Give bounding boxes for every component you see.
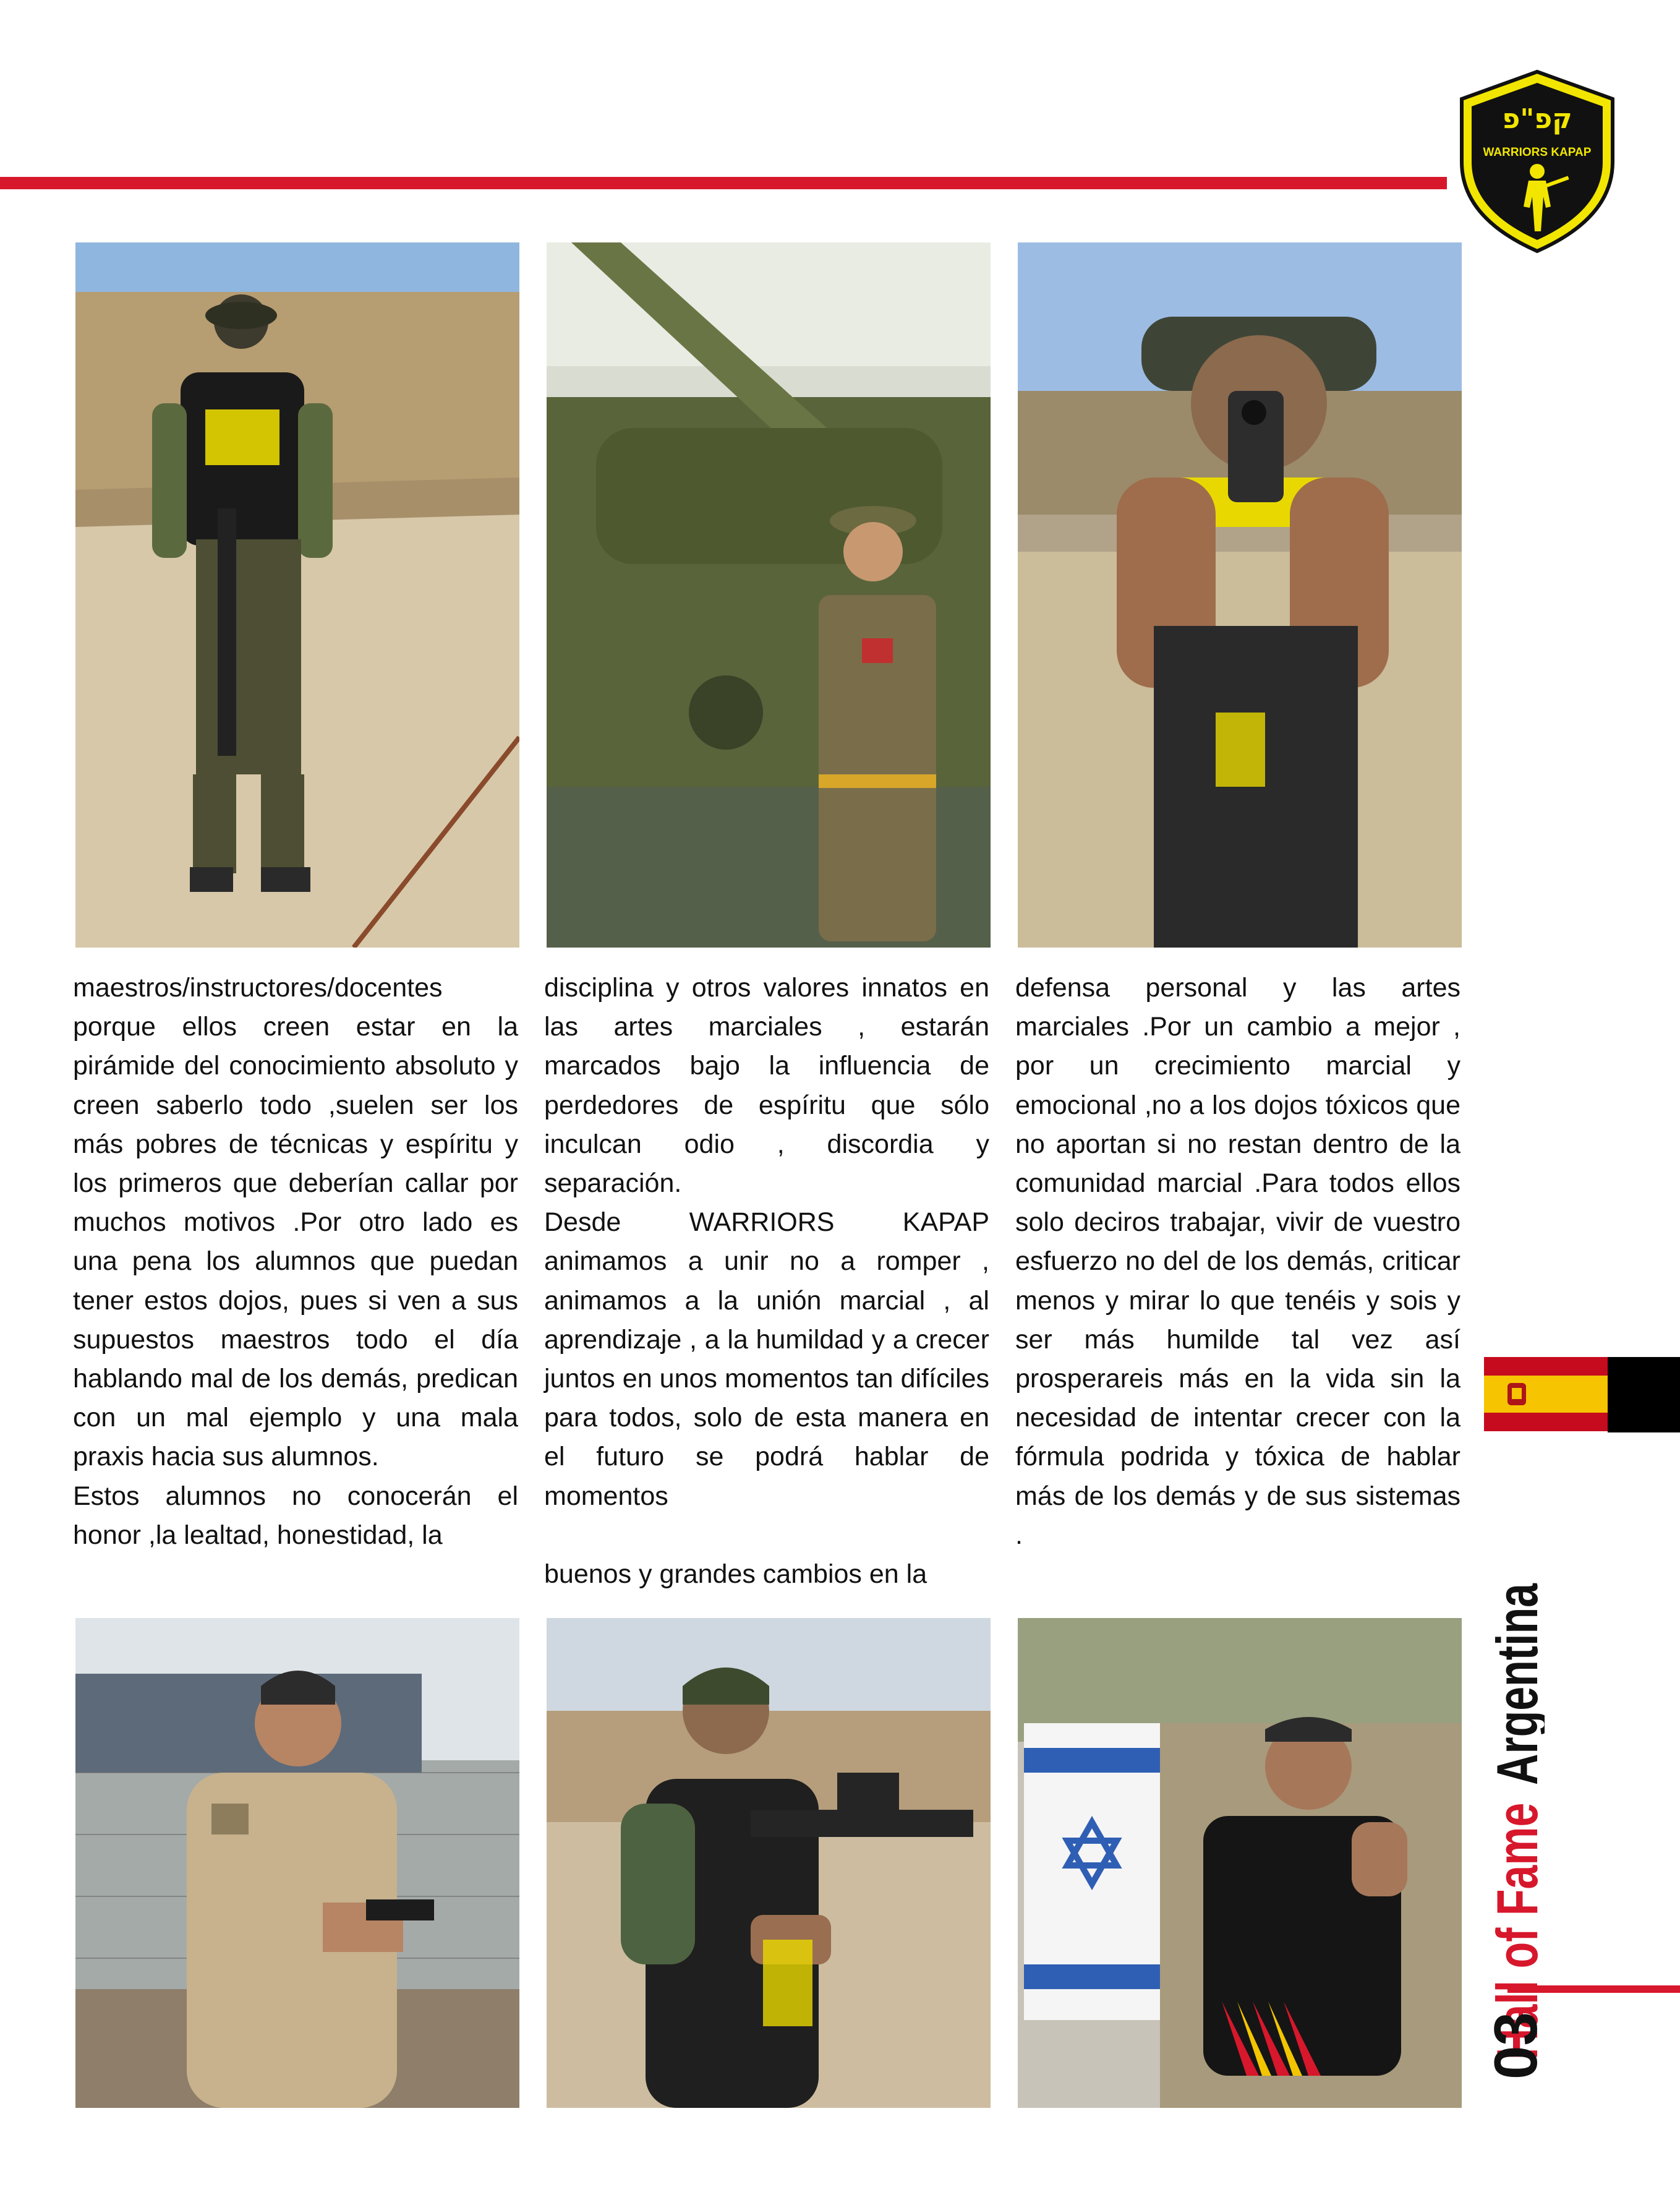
col2-paragraph-3: buenos y grandes cambios en la: [544, 1559, 927, 1589]
section-title-black: Argentina: [1485, 1565, 1545, 1785]
text-column-3: [1015, 969, 1460, 1555]
photo-israel-flag-instructor: [1018, 1618, 1462, 2108]
col2-paragraph-1: disciplina y otros valores innatos en las artes marciales , estarán marcados bajo la influencia de perdedores de espíritu que sólo inculcan odio , discordia y separación.: [544, 973, 989, 1199]
logo-name-text: WARRIORS KAPAP: [1483, 146, 1592, 159]
photo-desert-camo-pistol: [75, 1618, 519, 2108]
col3-paragraph-1: defensa personal y las artes marciales .Por un cambio a mejor , por un crecimiento marcial y emocional ,no a los dojos tóxicos que no aportan si no restan dentro de la comunidad marcial .Para todos ellos solo deciros trabajar, vivir de vuestro esfuerzo no del de los demás, criticar menos y mirar lo que tenéis y sois y ser más humilde tal vez así prosperareis más en la vida sin la necesidad de intentar crecer con la fórmula podrida y tóxica de hablar más de los demás y de sus sistemas .: [1015, 973, 1460, 1550]
page-number: [1486, 1998, 1541, 2084]
warriors-kapap-logo: [1458, 69, 1616, 254]
col1-paragraph-2: Estos alumnos no conocerán el honor ,la lealtad, honestidad, la: [73, 1481, 518, 1550]
photo-officer-tank: [547, 242, 991, 948]
black-tab: [1608, 1357, 1680, 1432]
sidebar-red-rule: [1507, 1985, 1680, 1993]
text-column-2: [544, 969, 989, 1594]
section-title-red: Hall of Fame: [1485, 1714, 1545, 2060]
photo-pistol-aim: [1018, 242, 1462, 948]
top-red-rule: [0, 177, 1447, 189]
photo-soldier-rifle: [75, 242, 519, 948]
page-number-text: 03: [1486, 2011, 1541, 2079]
col2-paragraph-2: Desde WARRIORS KAPAP animamos a unir no a romper , animamos a la unión marcial , al aprendizaje , a la humildad y a crecer juntos en unos momentos tan difíciles para todos, solo de esta manera en el futuro se podrá hablar de momentos: [544, 1207, 989, 1511]
col1-paragraph-1: maestros/instructores/docentes porque ellos creen estar en la pirámide del conocimiento absoluto y creen saberlo todo ,suelen ser los más pobres de técnicas y espíritu y los primeros que deberían callar por muchos motivos .Por otro lado es una pena los alumnos que puedan tener estos dojos, pues si ven a sus supuestos maestros todo el día hablando mal de los demás, predican con un mal ejemplo y una mala praxis hacia sus alumnos.: [73, 973, 518, 1472]
spain-flag-icon: [1484, 1357, 1608, 1431]
photo-rifle-aim: [547, 1618, 991, 2108]
logo-hebrew-text: קפ"פ: [1502, 103, 1572, 135]
text-column-1: [73, 969, 518, 1555]
